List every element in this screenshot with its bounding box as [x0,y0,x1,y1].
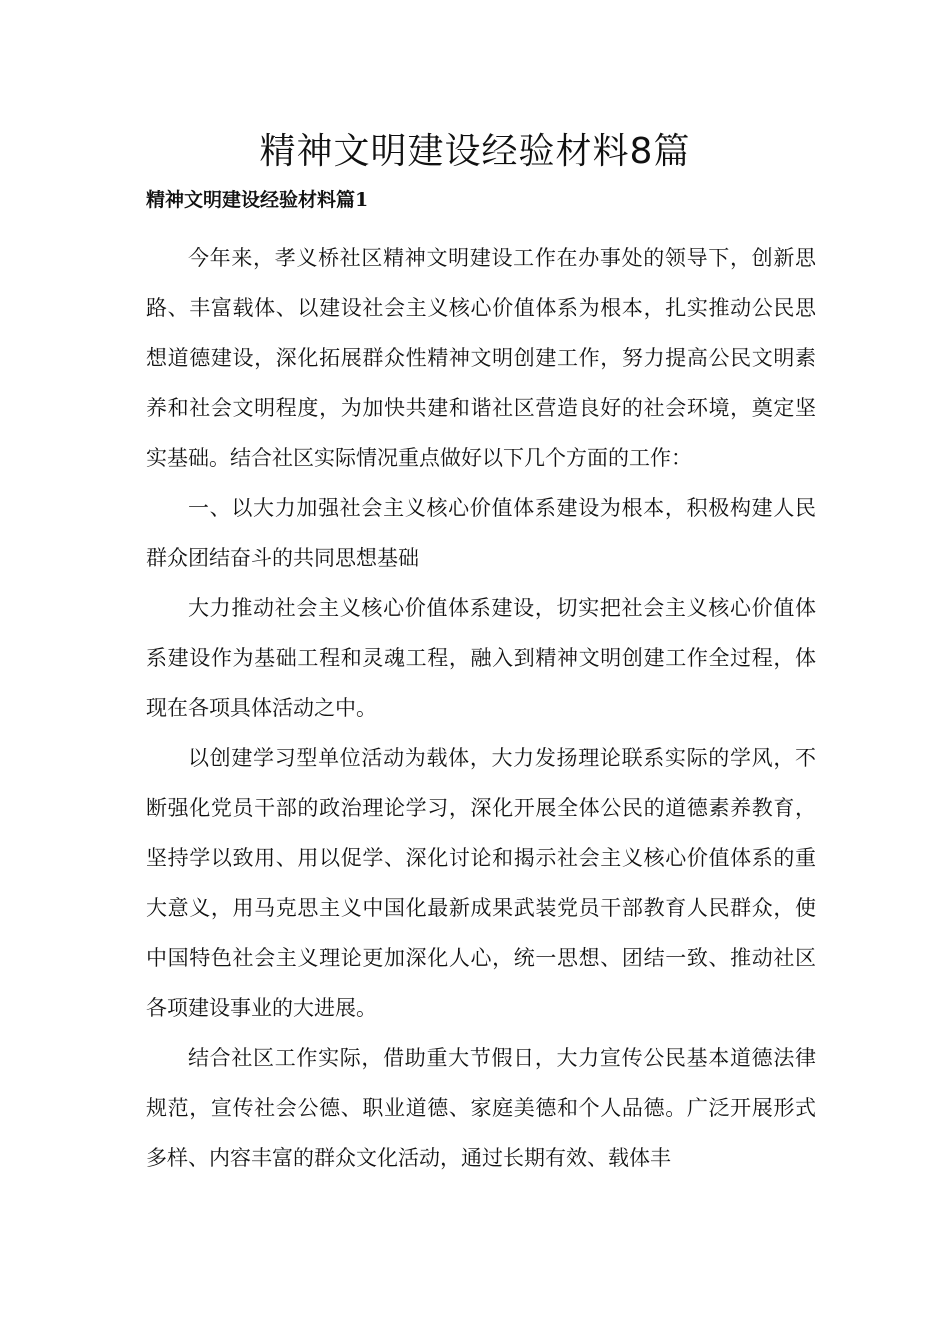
paragraph-core-values: 大力推动社会主义核心价值体系建设，切实把社会主义核心价值体系建设作为基础工程和灵魂工程，融入到精神文明创建工作全过程，体现在各项具体活动之中。 [146,596,816,720]
paragraph-intro: 今年来，孝义桥社区精神文明建设工作在办事处的领导下，创新思路、丰富载体、以建设社会主义核心价值体系为根本，扎实推动公民思想道德建设，深化拓展群众性精神文明创建工作，努力提高公民文明素养和社会文明程度，为加快共建和谐社区营造良好的社会环境，奠定坚实基础。结合社区实际情况重点做好以下几个方面的工作： [146,246,816,470]
paragraph-heading-1: 一、以大力加强社会主义核心价值体系建设为根本，积极构建人民群众团结奋斗的共同思想基础 [146,496,816,570]
document-body [146,233,816,1183]
paragraph-community-work: 结合社区工作实际，借助重大节假日，大力宣传公民基本道德法律规范，宣传社会公德、职业道德、家庭美德和个人品德。广泛开展形式多样、内容丰富的群众文化活动，通过长期有效、载体丰 [146,1046,816,1170]
section-title: 精神文明建设经验材料篇1 [146,189,369,211]
paragraph-learning: 以创建学习型单位活动为载体，大力发扬理论联系实际的学风，不断强化党员干部的政治理论学习，深化开展全体公民的道德素养教育，坚持学以致用、用以促学、深化讨论和揭示社会主义核心价值体系的重大意义，用马克思主义中国化最新成果武装党员干部教育人民群众，使中国特色社会主义理论更加深化人心，统一思想、团结一致、推动社区各项建设事业的大进展。 [146,746,816,1020]
document-title: 精神文明建设经验材料8篇 [259,131,691,172]
